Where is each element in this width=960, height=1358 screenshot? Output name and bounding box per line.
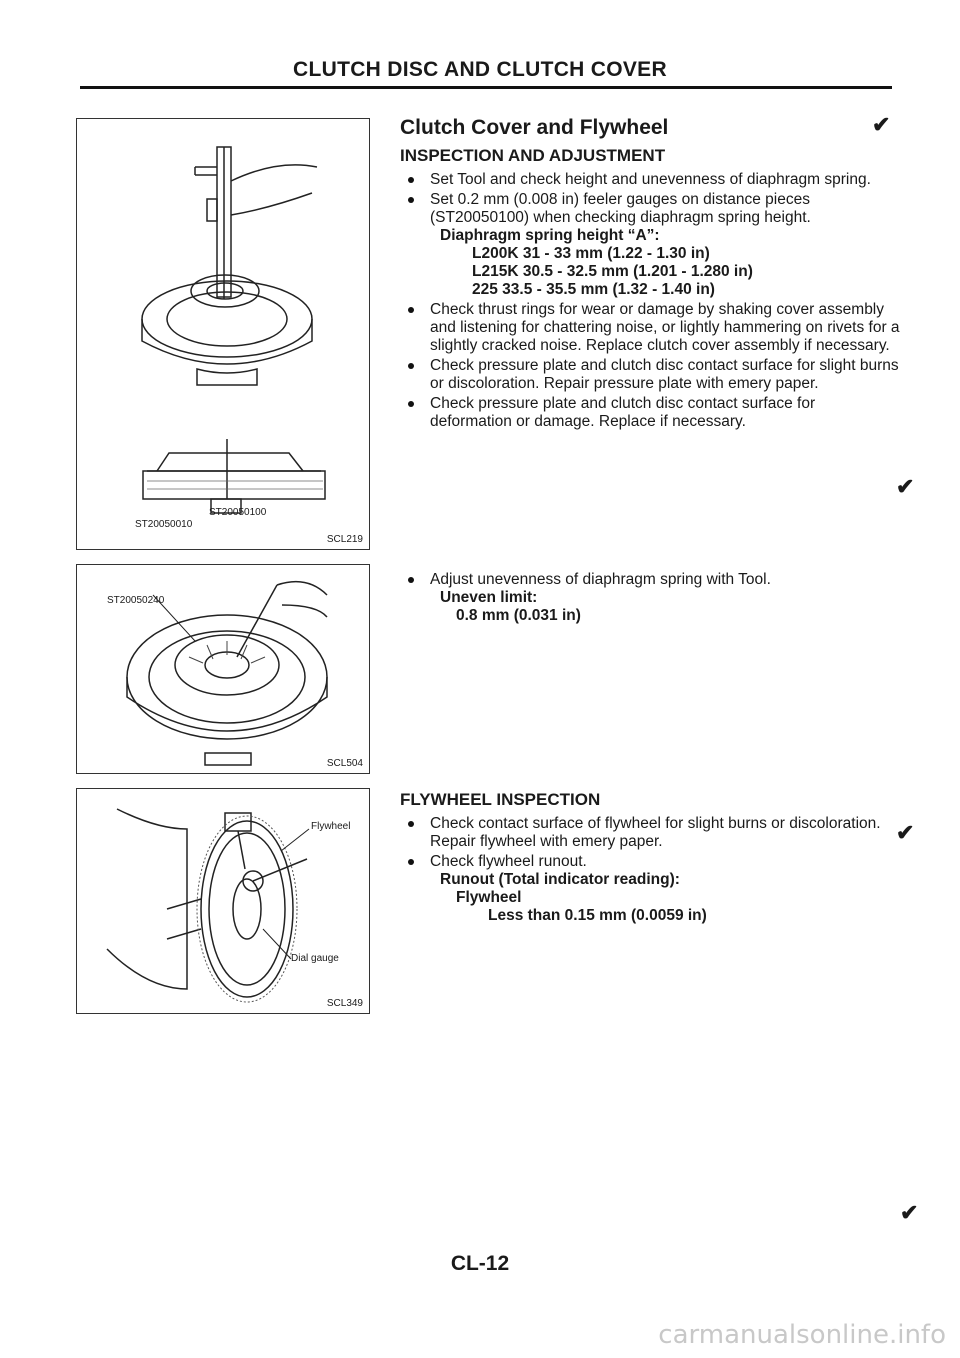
list-item	[400, 571, 900, 625]
figure-id: SCL504	[326, 758, 363, 769]
caliper-illustration	[77, 119, 369, 549]
spec-sub-label: Flywheel	[456, 889, 522, 906]
list-item	[400, 395, 900, 431]
section-cover-flywheel	[400, 116, 900, 433]
spec-value: L200K 31 - 33 mm (1.22 - 1.30 in)	[472, 245, 710, 262]
figure-diaphragm-height	[76, 118, 370, 550]
spec-label: Runout (Total indicator reading):	[440, 871, 680, 888]
list-item	[400, 853, 900, 925]
spec-value: 0.8 mm (0.031 in)	[456, 607, 581, 624]
section-title: Clutch Cover and Flywheel	[400, 116, 669, 139]
adjust-list	[400, 571, 900, 625]
label-st20050010: ST20050010	[135, 519, 193, 530]
figure-flywheel-runout	[76, 788, 370, 1014]
header-rule	[80, 86, 892, 89]
section-flywheel-inspection	[400, 790, 900, 927]
inspection-list	[400, 171, 900, 431]
label-st20050240: ST20050240	[107, 595, 165, 606]
item-text: Adjust unevenness of diaphragm spring with Tool.	[430, 571, 771, 588]
watermark: carmanualsonline.info	[658, 1320, 946, 1350]
section-title: FLYWHEEL INSPECTION	[400, 790, 601, 809]
item-text: Check pressure plate and clutch disc contact surface for deformation or damage. Replace if necessary.	[430, 395, 816, 430]
list-item	[400, 171, 900, 189]
label-st20050100: ST20050100	[209, 507, 267, 518]
flywheel-list	[400, 815, 900, 925]
check-mark-icon: ✔	[900, 1200, 919, 1225]
list-item	[400, 815, 900, 851]
list-item	[400, 357, 900, 393]
spec-value: 225 33.5 - 35.5 mm (1.32 - 1.40 in)	[472, 281, 715, 298]
section-subtitle: INSPECTION AND ADJUSTMENT	[400, 146, 666, 165]
spec-value: L215K 30.5 - 32.5 mm (1.201 - 1.280 in)	[472, 263, 753, 280]
section-uneven	[400, 566, 900, 627]
page-number: CL-12	[450, 1252, 510, 1275]
item-text: Check thrust rings for wear or damage by shaking cover assembly and listening for chattering noise, or lightly hammering on rivets for a slightly cracked noise. Replace clutch cover assembly if necessary.	[430, 301, 900, 354]
item-text: Check flywheel runout.	[430, 853, 587, 870]
check-mark-icon: ✔	[896, 820, 915, 845]
figure-id: SCL349	[326, 998, 363, 1009]
figure-uneven-adjust	[76, 564, 370, 774]
list-item	[400, 191, 900, 299]
figure-id: SCL219	[326, 534, 363, 545]
spec-label: Diaphragm spring height “A”:	[440, 227, 660, 244]
label-dial-gauge: Dial gauge	[291, 953, 339, 964]
page-header-title: CLUTCH DISC AND CLUTCH COVER	[293, 58, 667, 81]
item-text: Check pressure plate and clutch disc contact surface for slight burns or discoloration. Repair pressure plate with emery paper.	[430, 357, 899, 392]
item-text: Check contact surface of flywheel for slight burns or discoloration. Repair flywheel with emery paper.	[430, 815, 881, 850]
check-mark-icon: ✔	[896, 474, 915, 499]
list-item	[400, 301, 900, 355]
label-flywheel: Flywheel	[311, 821, 351, 832]
item-text: Set Tool and check height and unevenness of diaphragm spring.	[430, 171, 871, 188]
spec-value: Less than 0.15 mm (0.0059 in)	[488, 907, 707, 924]
item-text: Set 0.2 mm (0.008 in) feeler gauges on distance pieces (ST20050100) when checking diaphragm spring height.	[430, 191, 811, 226]
spec-label: Uneven limit:	[440, 589, 538, 606]
check-mark-icon: ✔	[872, 112, 891, 137]
